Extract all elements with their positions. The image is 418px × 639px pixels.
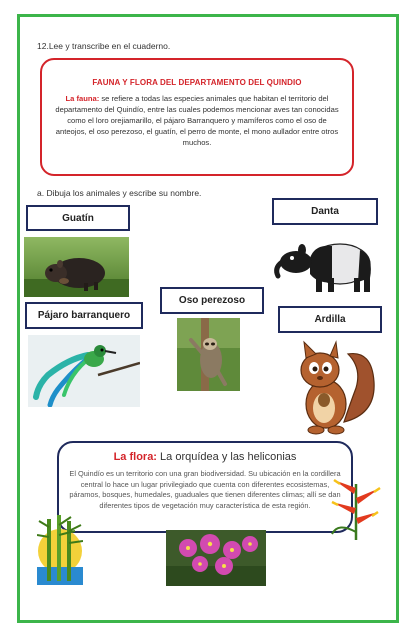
activity-text: a. Dibuja los animales y escribe su nombre. <box>37 188 202 198</box>
guatin-photo <box>24 237 129 297</box>
instruction-text: 12.Lee y transcribe en el cuaderno. <box>37 41 171 51</box>
ardilla-illustration <box>290 334 378 440</box>
fauna-title: FAUNA Y FLORA DEL DEPARTAMENTO DEL QUINDIO <box>92 78 302 87</box>
label-guatin: Guatín <box>26 205 130 231</box>
label-ardilla: Ardilla <box>278 306 382 333</box>
flora-title-rest: La orquídea y las heliconias <box>156 451 297 463</box>
flora-paragraph: El Quindío es un territorio con una gran biodiversidad. Su ubicación en la cordillera central lo hace un lugar privilegiado que cuenta con diferentes ecosistemas, páramos, bosques, humedales, guaduales que tienen diferentes climas; allí se dan diferentes tipos de vegetación muy característica de esta región. <box>69 469 341 510</box>
flora-box <box>57 441 353 533</box>
heliconia-illustration <box>328 474 384 540</box>
fauna-lead: La fauna: <box>65 94 100 103</box>
fauna-body: se refiere a todas las especies animales que habitan el territorio del departamento del Quindío, entre las cuales podemos mencionar aves tan conocidas como el loro orejiamarillo, el pájaro Barranquero y mamíferos como el oso de anteojos, el oso perezoso, el guatín, el perro de monte, el mono aullador entre otros muchos. <box>55 94 339 147</box>
fauna-paragraph <box>54 93 340 148</box>
label-danta: Danta <box>272 198 378 225</box>
guadua-illustration <box>37 513 83 585</box>
oso-perezoso-photo <box>177 318 240 391</box>
label-oso-perezoso: Oso perezoso <box>160 287 264 314</box>
danta-illustration <box>270 228 385 298</box>
pajaro-barranquero-photo <box>28 335 140 407</box>
label-pajaro-barranquero: Pájaro barranquero <box>25 302 143 329</box>
orquidea-photo <box>166 530 266 586</box>
flora-title <box>69 451 341 463</box>
flora-lead: La flora: <box>113 451 157 463</box>
fauna-box <box>40 58 354 176</box>
